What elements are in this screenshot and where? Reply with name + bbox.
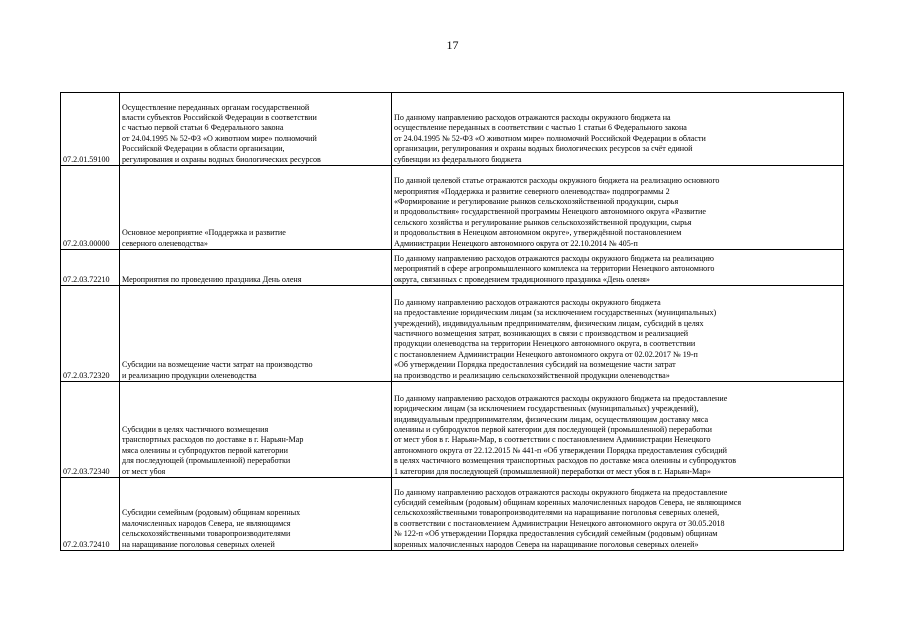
target-article-description: По данному направлению расходов отражаются расходы окружного бюджета на реализацию мероприятий в сфере агропромышленного комплекса на территории Ненецкого автономного округа, связанных с проведением традиционного праздника «День оленя»: [394, 253, 715, 284]
target-article-name: Субсидии на возмещение части затрат на производство и реализацию продукции оленеводства: [122, 360, 313, 380]
target-article-code: 07.2.03.72340: [61, 382, 120, 478]
target-article-name: Основное мероприятие «Поддержка и развитие северного оленеводства»: [122, 228, 286, 248]
target-article-name: Осуществление переданных органам государственной власти субъектов Российской Федерации в соответствии с частью первой статьи 6 Федерального закона от 24.04.1995 № 52-ФЗ «О животном мире» полномочий Российской Федерации в области организации, регулирования и охраны водных биологических ресурсов: [122, 102, 321, 164]
table-row: [61, 250, 844, 286]
table-row: [61, 478, 844, 551]
target-article-description: По данной целевой статье отражаются расходы окружного бюджета на реализацию основного мероприятия «Поддержка и развитие северного оленеводства» подпрограммы 2 «Формирование и регулирование рынков сельскохозяйственной продукции, сырья и продовольствия» государственной программы Ненецкого автономного округа «Развитие сельского хозяйства и регулирование рынков сельскохозяйственной продукции, сырья и продовольствия в Ненецком автономном округе», утверждённой постановлением Администрации Ненецкого автономного округа от 22.10.2014 № 405-п: [394, 176, 720, 248]
page-number: 17: [446, 38, 459, 52]
table-row: [61, 166, 844, 250]
target-article-description: По данному направлению расходов отражаются расходы окружного бюджета на предоставление юридическим лицам (за исключением государственных (муниципальных) учреждений), индивидуальным предпринимателям, физическим лицам, осуществляющим доставку мяса оленины и субпродуктов первой категории для последующей (промышленной) переработки от мест убоя в г. Нарьян-Мар, в соответствии с постановлением Администрации Ненецкого автономного округа от 22.12.2015 № 441-п «Об утверждении Порядка предоставления субсидий в целях частичного возмещения транспортных расходов по доставке мяса оленины и субпродуктов 1 категории для последующей (промышленной) переработки от мест убоя в г. Нарьян-Мар»: [394, 393, 737, 476]
target-article-description: По данному направлению расходов отражаются расходы окружного бюджета на предоставление субсидий семейным (родовым) общинам коренных малочисленных народов Севера, не являющимся сельскохозяйственными товаропроизводителями на наращивание поголовья северных оленей, в соответствии с постановлением Администрации Ненецкого автономного округа от 30.05.2018 № 122-п «Об утверждении Порядка предоставления субсидий семейным (родовым) общинам коренных малочисленных народов Севера на наращивание поголовья северных оленей»: [394, 487, 742, 549]
target-article-code: 07.2.03.72320: [61, 286, 120, 382]
target-article-code: 07.2.01.59100: [61, 93, 120, 166]
target-article-description: По данному направлению расходов отражаются расходы окружного бюджета на осуществление переданных в соответствии с частью 1 статьи 6 Федерального закона от 24.04.1995 № 52-ФЗ «О животном мире» полномочий Российской Федерации в области организации, регулирования и охраны водных биологических ресурсов за счёт единой субвенции из федерального бюджета: [394, 112, 706, 164]
target-article-name: Мероприятия по проведению праздника День оленя: [122, 274, 302, 284]
table-row: [61, 93, 844, 166]
target-article-description: По данному направлению расходов отражаются расходы окружного бюджета на предоставление юридическим лицам (за исключением государственных (муниципальных) учреждений), индивидуальным предпринимателям, физическим лицам, субсидий в целях частичного возмещения затрат, возникающих в связи с производством и реализацией продукции оленеводства на территории Ненецкого автономного округа, в соответствии с постановлением Администрации Ненецкого автономного округа от 02.02.2017 № 19-п «Об утверждении Порядка предоставления субсидий на возмещение части затрат на производство и реализацию сельскохозяйственной продукции оленеводства»: [394, 297, 717, 380]
target-article-name: Субсидии семейным (родовым) общинам коренных малочисленных народов Севера, не являющимся сельскохозяйственными товаропроизводителями на наращивание поголовья северных оленей: [122, 508, 301, 549]
budget-classification-table: [60, 92, 844, 551]
table-row: [61, 382, 844, 478]
target-article-name: Субсидии в целях частичного возмещения транспортных расходов по доставке в г. Нарьян-Мар мяса оленины и субпродуктов первой категории для последующей (промышленной) переработки от мест убоя: [122, 424, 304, 476]
table-row: [61, 286, 844, 382]
target-article-code: 07.2.03.72210: [61, 250, 120, 286]
target-article-code: 07.2.03.00000: [61, 166, 120, 250]
target-article-code: 07.2.03.72410: [61, 478, 120, 551]
